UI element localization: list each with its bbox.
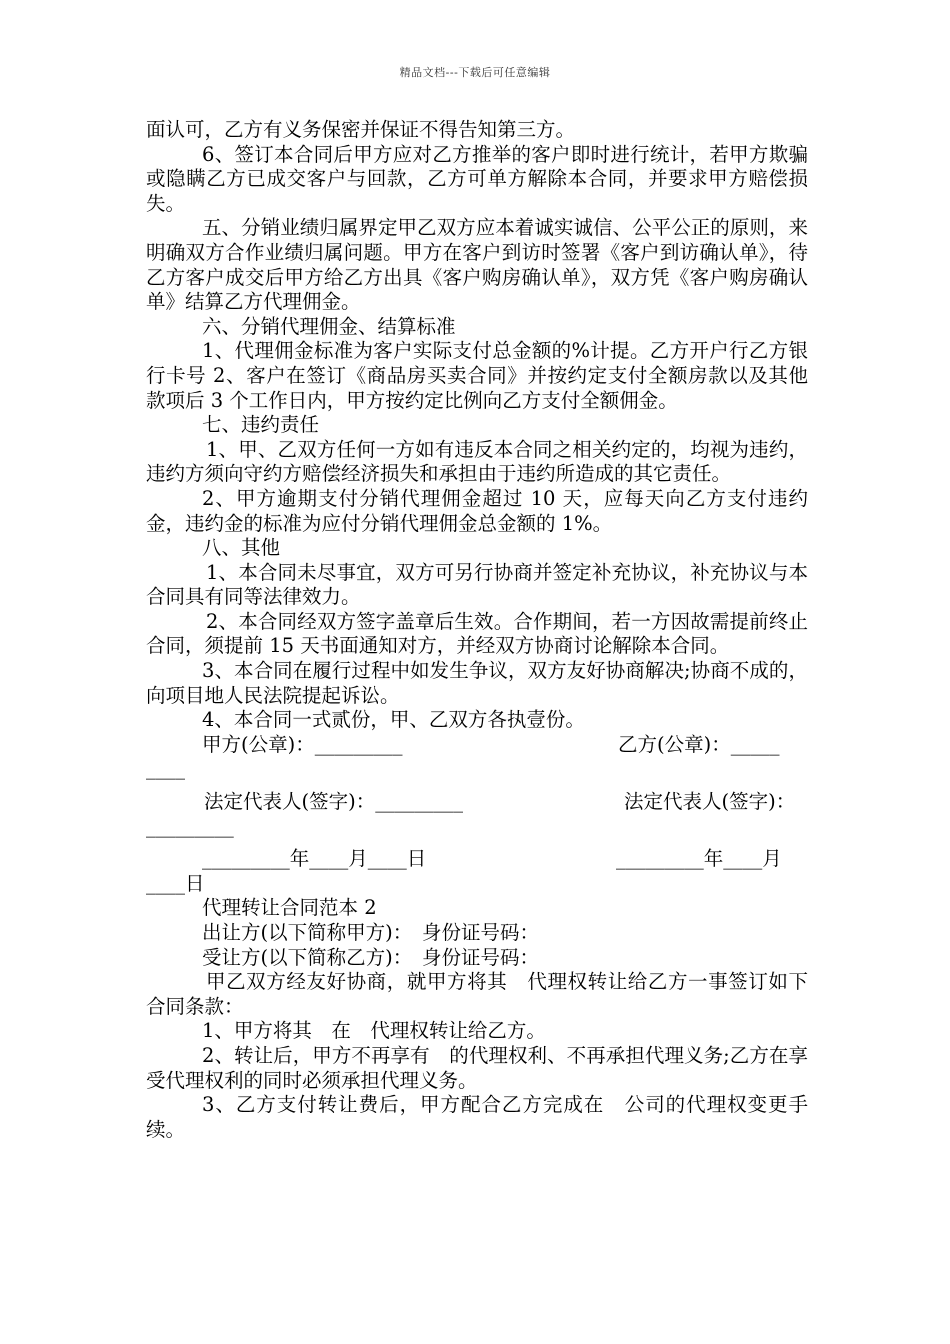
party-a-seal: 甲方(公章)：_________	[202, 732, 403, 756]
section-heading: 七、违约责任	[202, 413, 320, 437]
paragraph: 1、本合同未尽事宜，双方可另行协商并签定补充协议，补充协议与本合同具有同等法律效力。	[146, 560, 808, 609]
paragraph: 4、本合同一式贰份，甲、乙双方各执壹份。	[202, 708, 585, 732]
document-body	[146, 118, 808, 1142]
party-b-date-tail: ____日	[146, 871, 205, 895]
page-header: 精品文档---下载后可任意编辑	[399, 66, 551, 79]
paragraph: 6、签订本合同后甲方应对乙方推举的客户即时进行统计，若甲方欺骗或隐瞒乙方已成交客户与回款，乙方可单方解除本合同，并要求甲方赔偿损失。	[146, 142, 808, 215]
transferee-line: 受让方(以下简称乙方)： 身份证号码：	[202, 945, 539, 969]
contract-clause: 3、乙方支付转让费后，甲方配合乙方完成在 公司的代理权变更手续。	[146, 1093, 808, 1141]
date-line-wrap	[146, 872, 808, 897]
seal-line-wrap	[146, 757, 808, 782]
paragraph: 3、本合同在履行过程中如发生争议，双方友好协商解决;协商不成的，向项目地人民法院提起诉讼。	[146, 659, 808, 707]
section-heading: 八、其他	[202, 536, 281, 560]
seal-line	[146, 733, 808, 758]
party-b-seal: 乙方(公章)：_____	[618, 732, 780, 756]
date-line	[146, 847, 808, 872]
party-b-seal-tail: ____	[146, 757, 185, 781]
contract-title: 代理转让合同范本 2	[202, 896, 377, 920]
paragraph: 1、甲、乙双方任何一方如有违反本合同之相关约定的，均视为违约，违约方须向守约方赔偿经济损失和承担由于违约所造成的其它责任。	[146, 437, 808, 486]
party-a-date: _________年____月____日	[202, 847, 427, 871]
representative-line	[146, 790, 808, 815]
paragraph: 2、甲方逾期支付分销代理佣金超过 10 天，应每天向乙方支付违约金，违约金的标准为应付分销代理佣金总金额的 1%。	[146, 486, 808, 535]
party-b-representative-tail: _________	[146, 814, 234, 838]
paragraph: 2、本合同经双方签字盖章后生效。合作期间，若一方因故需提前终止合同，须提前 15 天书面通知对方，并经双方协商讨论解除本合同。	[146, 609, 808, 658]
party-a-representative: 法定代表人(签字)：_________	[204, 790, 463, 814]
party-b-date: _________年____月	[616, 847, 782, 871]
contract-intro: 甲乙双方经友好协商，就甲方将其 代理权转让给乙方一事签订如下合同条款：	[146, 970, 808, 1018]
representative-line-wrap	[146, 815, 808, 840]
paragraph: 1、代理佣金标准为客户实际支付总金额的%计提。乙方开户行乙方银行卡号 2、客户在签订《商品房买卖合同》并按约定支付全额房款以及其他款项后 3 个工作日内，甲方按约定比例向乙方支付全额佣金。	[146, 339, 808, 412]
contract-clause: 1、甲方将其 在 代理权转让给乙方。	[202, 1019, 546, 1043]
paragraph: 面认可，乙方有义务保密并保证不得告知第三方。	[146, 118, 576, 141]
section-heading: 六、分销代理佣金、结算标准	[202, 314, 456, 338]
paragraph: 五、分销业绩归属界定甲乙双方应本着诚实诚信、公平公正的原则，来明确双方合作业绩归属问题。甲方在客户到访时签署《客户到访确认单》，待乙方客户成交后甲方给乙方出具《客户购房确认单》，双方凭《客户购房确认单》结算乙方代理佣金。	[146, 216, 808, 314]
transferor-line: 出让方(以下简称甲方)： 身份证号码：	[202, 921, 539, 944]
party-b-representative: 法定代表人(签字)：	[624, 790, 796, 814]
contract-clause: 2、转让后，甲方不再享有 的代理权利、不再承担代理义务;乙方在享受代理权利的同时必须承担代理义务。	[146, 1043, 808, 1092]
